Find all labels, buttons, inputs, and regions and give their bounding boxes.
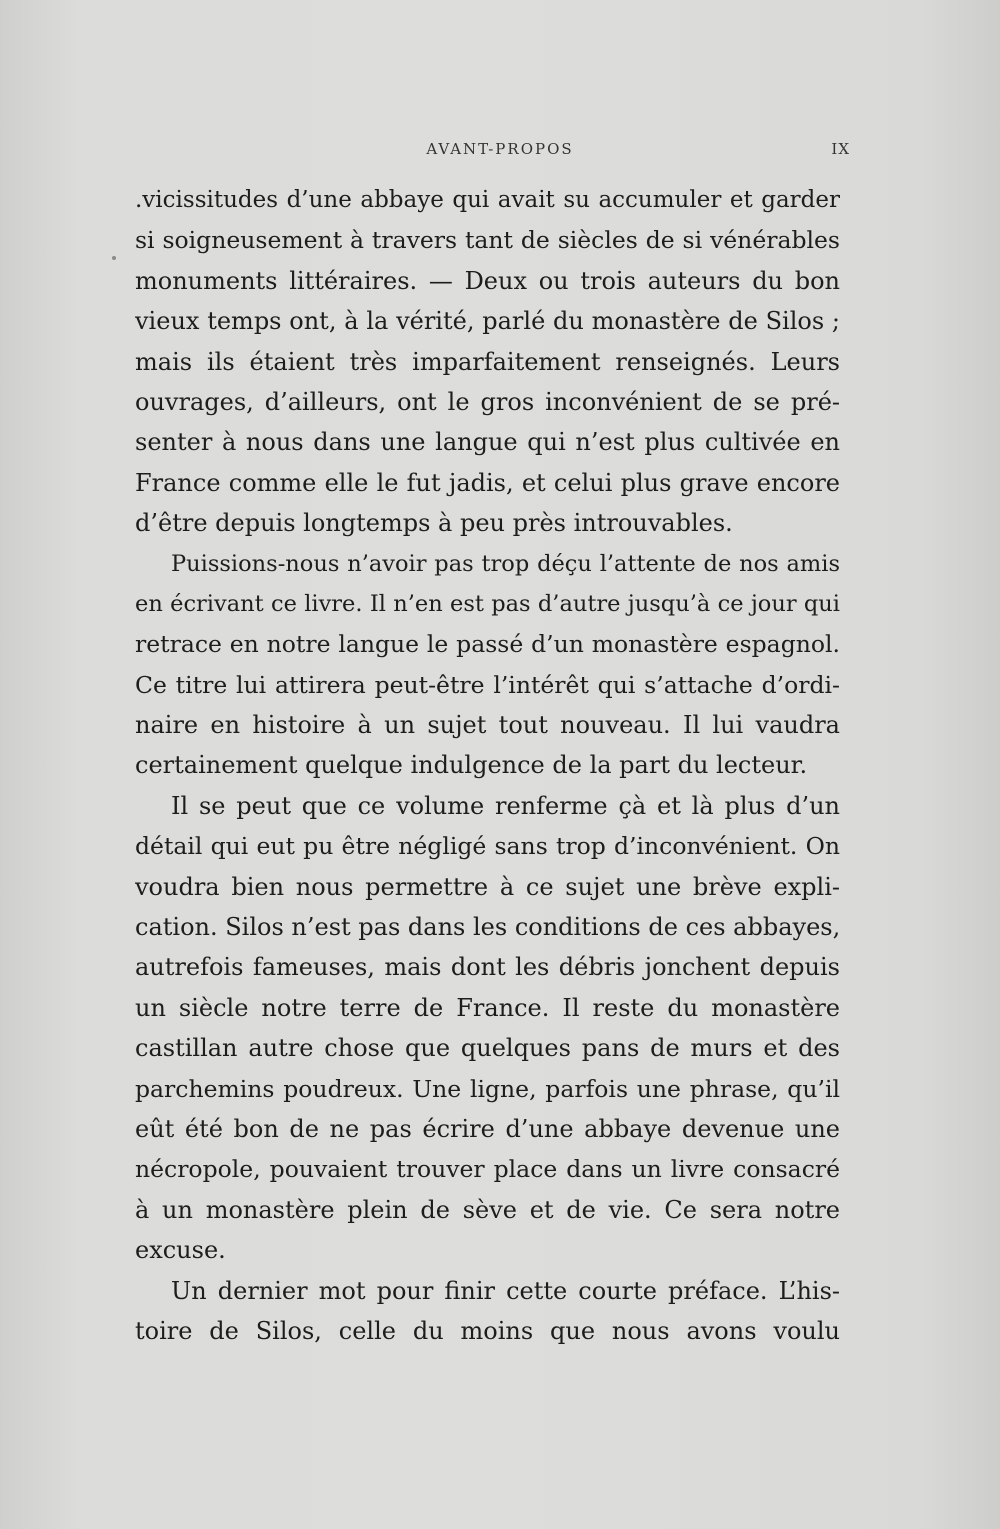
text-line: à un monastère plein de sève et de vie. Ce sera notre <box>135 1195 840 1224</box>
text-line: Un dernier mot pour finir cette courte préface. L’his- <box>171 1276 840 1305</box>
text-line: vieux temps ont, à la vérité, parlé du monastère de Silos ; <box>135 307 840 336</box>
page-number: IX <box>831 140 850 158</box>
text-line: certainement quelque indulgence de la part du lecteur. <box>135 751 808 780</box>
text-line: détail qui eut pu être négligé sans trop d’inconvénient. On <box>135 832 840 861</box>
text-line: France comme elle le fut jadis, et celui plus grave encore <box>135 468 840 497</box>
text-line: monuments littéraires. — Deux ou trois auteurs du bon <box>135 266 840 295</box>
text-line: Ce titre lui attirera peut-être l’intérêt qui s’attache d’ordi- <box>135 670 840 699</box>
text-line: excuse. <box>135 1236 226 1265</box>
text-line: eût été bon de ne pas écrire d’une abbaye devenue une <box>135 1114 840 1143</box>
text-line: un siècle notre terre de France. Il reste du monastère <box>135 993 840 1022</box>
text-line: cation. Silos n’est pas dans les conditions de ces abbayes, <box>135 913 840 942</box>
text-line: mais ils étaient très imparfaitement renseignés. Leurs <box>135 347 840 376</box>
text-line: senter à nous dans une langue qui n’est plus cultivée en <box>135 428 840 457</box>
text-line: en écrivant ce livre. Il n’en est pas d’autre jusqu’à ce jour qui <box>135 590 840 617</box>
text-line: toire de Silos, celle du moins que nous avons voulu <box>135 1316 840 1345</box>
text-line: d’être depuis longtemps à peu près introuvables. <box>135 509 733 538</box>
body-text <box>135 180 840 1351</box>
text-line: si soigneusement à travers tant de siècles de si vénérables <box>135 226 840 255</box>
text-line: ouvrages, d’ailleurs, ont le gros inconvénient de se pré- <box>135 387 840 416</box>
text-line: naire en histoire à un sujet tout nouveau. Il lui vaudra <box>135 711 840 740</box>
text-line: voudra bien nous permettre à ce sujet une brève expli- <box>135 872 840 901</box>
text-line: Il se peut que ce volume renferme çà et là plus d’un <box>171 791 840 820</box>
text-line: .vicissitudes d’une abbaye qui avait su accumuler et garder <box>135 187 840 213</box>
scan-speck <box>112 256 116 260</box>
running-header <box>0 140 1000 168</box>
text-line: autrefois fameuses, mais dont les débris jonchent depuis <box>135 953 840 982</box>
text-line: parchemins poudreux. Une ligne, parfois une phrase, qu’il <box>135 1074 840 1103</box>
text-line: castillan autre chose que quelques pans de murs et des <box>135 1034 840 1063</box>
text-line: retrace en notre langue le passé d’un monastère espagnol. <box>135 630 840 659</box>
text-line: Puissions-nous n’avoir pas trop déçu l’attente de nos amis <box>171 550 840 577</box>
text-line: nécropole, pouvaient trouver place dans un livre consacré <box>135 1155 840 1184</box>
running-title: AVANT-PROPOS <box>426 140 574 158</box>
